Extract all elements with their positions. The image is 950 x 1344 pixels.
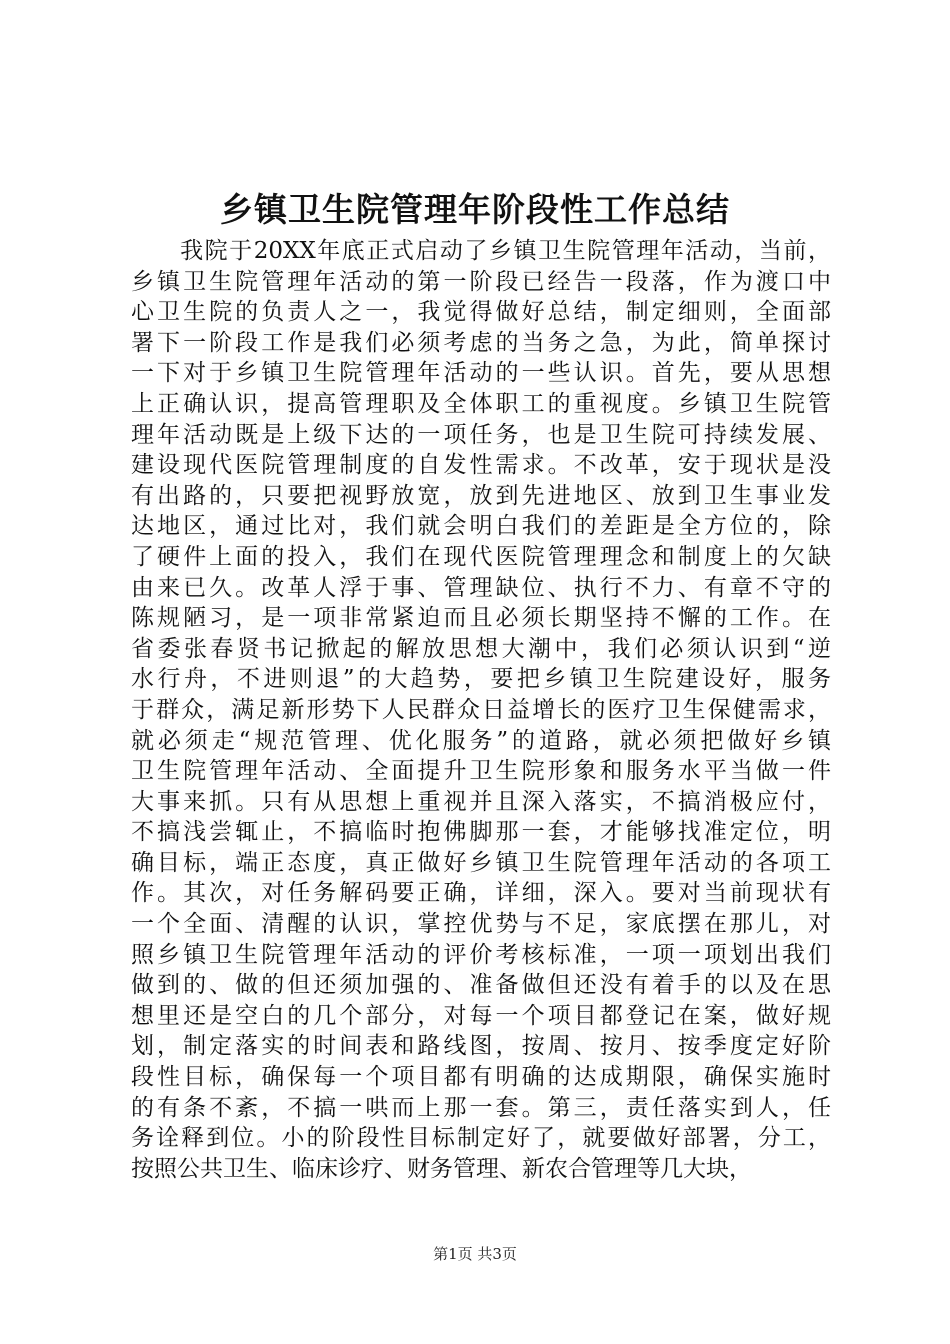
body-line: 照乡镇卫生院管理年活动的评价考核标准，一项一项划出我们 (131, 941, 831, 968)
body-line: 做到的、做的但还须加强的、准备做但还没有着手的以及在思 (131, 972, 831, 999)
body-line: 陈规陋习，是一项非常紧迫而且必须长期坚持不懈的工作。在 (131, 605, 831, 632)
body-line: 一下对于乡镇卫生院管理年活动的一些认识。首先，要从思想 (131, 360, 831, 387)
body-line: 心卫生院的负责人之一，我觉得做好总结，制定细则，全面部 (131, 299, 831, 326)
body-line: 上正确认识，提高管理职及全体职工的重视度。乡镇卫生院管 (131, 390, 831, 417)
body-line: 于群众，满足新形势下人民群众日益增长的医疗卫生保健需求， (131, 696, 831, 723)
body-line: 段性目标，确保每一个项目都有明确的达成期限，确保实施时 (131, 1064, 831, 1091)
body-line: 一个全面、清醒的认识，掌控优势与不足，家底摆在那儿，对 (131, 911, 831, 938)
body-line: 务诠释到位。小的阶段性目标制定好了，就要做好部署，分工， (131, 1125, 831, 1152)
body-line: 不搞浅尝辄止，不搞临时抱佛脚那一套，才能够找准定位，明 (131, 819, 831, 846)
body-line: 卫生院管理年活动、全面提升卫生院形象和服务水平当做一件 (131, 758, 831, 785)
body-line: 理年活动既是上级下达的一项任务，也是卫生院可持续发展、 (131, 421, 831, 448)
body-line: 省委张春贤书记掀起的解放思想大潮中，我们必须认识到“逆 (131, 635, 831, 662)
body-line: 乡镇卫生院管理年活动的第一阶段已经告一段落，作为渡口中 (131, 268, 831, 295)
page-footer: 第1页 共3页 (433, 1245, 517, 1263)
body-line: 作。其次，对任务解码要正确，详细，深入。要对当前现状有 (131, 880, 831, 907)
document-title: 乡镇卫生院管理年阶段性工作总结 (220, 190, 730, 229)
body-line: 就必须走“规范管理、优化服务”的道路，就必须把做好乡镇 (131, 727, 831, 754)
body-line: 有出路的，只要把视野放宽，放到先进地区、放到卫生事业发 (131, 482, 831, 509)
body-line: 水行舟，不进则退”的大趋势，要把乡镇卫生院建设好，服务 (131, 666, 831, 693)
body-line: 大事来抓。只有从思想上重视并且深入落实，不搞消极应付， (131, 788, 831, 815)
body-line: 由来已久。改革人浮于事、管理缺位、执行不力、有章不守的 (131, 574, 831, 601)
body-line: 确目标，端正态度，真正做好乡镇卫生院管理年活动的各项工 (131, 849, 831, 876)
document-body (131, 236, 831, 1184)
body-line: 划，制定落实的时间表和路线图，按周、按月、按季度定好阶 (131, 1033, 831, 1060)
body-line: 按照公共卫生、临床诊疗、财务管理、新农合管理等几大块， (131, 1155, 752, 1182)
body-line: 达地区，通过比对，我们就会明白我们的差距是全方位的，除 (131, 513, 831, 540)
body-line: 我院于20XX年底正式启动了乡镇卫生院管理年活动，当前， (131, 238, 831, 264)
body-line: 想里还是空白的几个部分，对每一个项目都登记在案，做好规 (131, 1002, 831, 1029)
body-line: 的有条不紊，不搞一哄而上那一套。第三，责任落实到人，任 (131, 1094, 831, 1121)
body-line: 署下一阶段工作是我们必须考虑的当务之急，为此，简单探讨 (131, 329, 831, 356)
body-line: 了硬件上面的投入，我们在现代医院管理理念和制度上的欠缺 (131, 543, 831, 570)
body-line: 建设现代医院管理制度的自发性需求。不改革，安于现状是没 (131, 452, 831, 479)
